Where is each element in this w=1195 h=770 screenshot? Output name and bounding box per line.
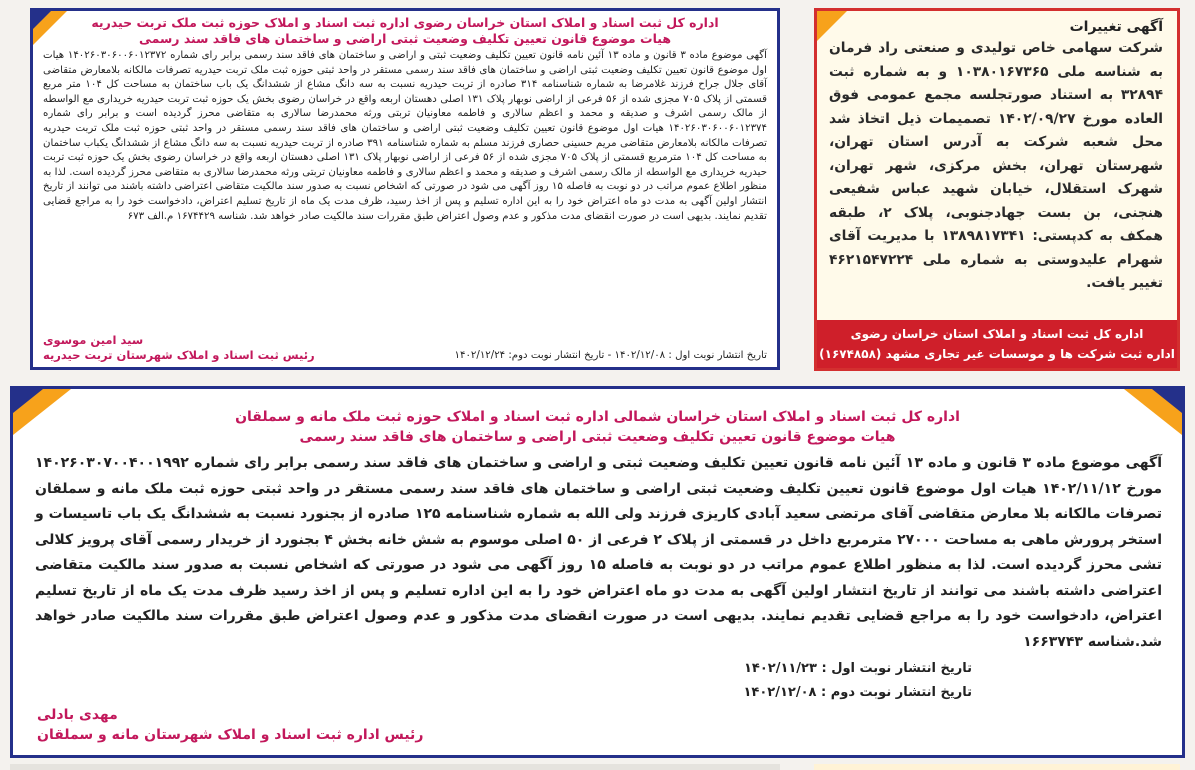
first-publication-date: تاریخ انتشار نوبت اول : ۱۴۰۲/۱۱/۲۳ (743, 661, 972, 676)
notice-body: شرکت سهامی خاص تولیدی و صنعتی راد فرمان به شناسه ملی ۱۰۳۸۰۱۶۷۳۶۵ و به شماره ثبت ۳۲۸۹۴ به استناد صورتجلسه مجمع عمومی فوق العاده مورخ ۱۴۰۲/۰۹/۲۷ تصمیمات ذیل اتخاذ شد محل شعبه شرکت به آدرس استان تهران، شهرستان تهران، بخش مرکزی، شهر تهران، شهرک استقلال، خیابان شهید عباس شفیعی هنجنی، بن بست جهادجنوبی، پلاک ۲، طبقه همکف به کدپستی: ۱۳۸۹۸۱۷۳۴۱ با مدیریت آقای شهرام علیدوستی به شماره ملی ۴۶۲۱۵۴۷۲۲۴ تغییر یافت. (829, 40, 1163, 291)
notice-title: اداره کل ثبت اسناد و املاک استان خراسان رضوی اداره ثبت اسناد و املاک حوزه ثبت ملک تربت حیدریه (91, 15, 719, 30)
notice-company-changes (814, 8, 1180, 371)
notice-subtitle: هیات موضوع قانون تعیین تکلیف وضعیت ثبتی اراضی و ساختمان های فاقد سند رسمی (138, 31, 672, 46)
notice-title: اداره کل ثبت اسناد و املاک استان خراسان شمالی اداره ثبت اسناد و املاک حوزه ثبت ملک مانه و سملقان (235, 409, 960, 425)
corner-ribbon-decoration (33, 11, 73, 51)
issuer-line-1: اداره کل ثبت اسناد و املاک استان خراسان رضوی (850, 327, 1144, 341)
notice-heading: آگهی تغییرات (1069, 19, 1163, 35)
signature-block (43, 333, 315, 363)
corner-ribbon-decoration (817, 11, 853, 47)
cropped-notice-edge (10, 764, 780, 770)
signature-block (37, 705, 423, 745)
corner-ribbon-decoration (1120, 389, 1182, 439)
signer-name: مهدی بادلی (37, 707, 118, 723)
second-publication-date: تاریخ انتشار نوبت دوم : ۱۴۰۲/۱۲/۰۸ (743, 685, 972, 700)
issuer-line-2: اداره ثبت شرکت ها و موسسات غیر تجاری مشهد (۱۶۷۴۸۵۸) (819, 347, 1175, 361)
cropped-notice-edge (814, 764, 1180, 770)
notice-torbat-heydarieh (30, 8, 780, 370)
publication-dates: تاریخ انتشار نوبت اول : ۱۴۰۲/۱۲/۰۸ - تاریخ انتشار نوبت دوم: ۱۴۰۲/۱۲/۲۴ (454, 350, 767, 361)
notice-body: آگهی موضوع ماده ۳ قانون و ماده ۱۳ آئین نامه قانون تعیین تکلیف وضعیت ثبتی و اراضی و ساختمان های فاقد سند رسمی برابر رای شماره ۱۴۰۲۶۰۳۰۷۰۰۴۰۰۱۹۹۲ مورخ ۱۴۰۲/۱۱/۱۲ هیات اول موضوع قانون تعیین تکلیف وضعیت ثبتی اراضی و ساختمان های فاقد سند رسمی مستقر در واحد ثبتی حوزه ثبت ملک مانه و سملقان تصرفات مالکانه بلا معارض متقاضی آقای مرتضی سعید آبادی کاریزی فرزند ولی الله به شماره شناسنامه ۱۲۵ صادره از بجنورد نسبت به ششدانگ یک باب تاسیسات و استخر پرورش ماهی به مساحت ۲۷۰۰۰ مترمربع داخل در قسمتی از پلاک ۲ فرعی از ۵۰ اصلی موسوم به شش خانه بخش ۴ بجنورد از خریدار رسمی آقای پرویز کلالی تشی محرز گردیده است. لذا به منظور اطلاع عموم مراتب در دو نوبت به فاصله ۱۵ روز آگهی می شود در صورتی که اشخاص نسبت به صدور سند مالکیت متقاضی اعتراضی داشته باشند می توانند از تاریخ انتشار اولین آگهی به مدت دو ماه اعتراض خود را به این اداره تسلیم و پس از اخذ رسید ظرف مدت یک ماه از تاریخ تسلیم اعتراض، دادخواست خود را به مراجع قضایی تقدیم نمایند. بدیهی است در صورت انقضای مدت مذکور و عدم وصول اعتراض طبق مقررات سند مالکیت صادر خواهد شد.شناسه ۱۶۶۳۷۴۳ (35, 455, 1163, 650)
publication-dates (13, 657, 972, 705)
signer-title: رئیس ثبت اسناد و املاک شهرستان تربت حیدریه (43, 348, 315, 362)
corner-ribbon-decoration (13, 389, 75, 439)
notice-maneh-samalqan (10, 386, 1185, 758)
notice-subtitle: هیات موضوع قانون تعیین تکلیف وضعیت ثبتی اراضی و ساختمان های فاقد سند رسمی (299, 429, 896, 445)
issuer-footer (817, 320, 1177, 368)
notice-body: آگهی موضوع ماده ۳ قانون و ماده ۱۳ آئین نامه قانون تعیین تکلیف وضعیت ثبتی و اراضی و ساختمان های فاقد سند رسمی برابر رای شماره ۱۴۰۲۶۰۳۰۶۰۰۶۰۱۲۳۷۲ هیات اول موضوع قانون تعیین تکلیف وضعیت ثبتی اراضی و ساختمان های فاقد سند رسمی مستقر در واحد ثبتی حوزه ثبت ملک تربت حیدریه تصرفات مالکانه بلامعارض متقاضی آقای جلال جراح فرزند غلامرضا به شماره شناسنامه ۳۱۴ صادره از تربت حیدریه نسبت به سه دانگ مشاع از ششدانگ یک باب ساختمان به مساحت کل ۱۰۴ متر مربع قسمتی از پلاک ۷۰۵ مجزی شده از ۵۶ فرعی از اراضی نوبهار پلاک ۱۳۱ اصلی دهستان اربعه واقع در خراسان رضوی بخش یک حوزه ثبت تربت حیدریه خریداری مع الواسطه از مالک رسمی اشرف و صدیقه و محمد و اعظم سالاری و فاطمه معاونیان تربتی ورثه محمدرضا سالاری به متقاضی محرز گردیده است و برابر رای شماره ۱۴۰۲۶۰۳۰۶۰۰۶۰۱۲۳۷۴ هیات اول موضوع قانون تعیین تکلیف وضعیت ثبتی اراضی و ساختمان های فاقد سند رسمی مستقر در واحد ثبتی حوزه ثبت ملک تربت حیدریه تصرفات مالکانه بلامعارض متقاضی مریم حسینی حصاری فرزند مسلم به شماره شناسنامه ۳۹۱ صادره از تربت حیدریه نسبت به سه دانگ مشاع از ششدانگ یکباب ساختمان به مساحت کل ۱۰۴ مترمربع قسمتی از پلاک ۷۰۵ مجزی شده از ۵۶ فرعی از اراضی نوبهار پلاک ۱۳۱ اصلی دهستان اربعه واقع در خراسان رضوی بخش یک حوزه ثبت تربت حیدریه خریداری مع الواسطه از مالک رسمی اشرف و صدیقه و محمد و اعظم سالاری و فاطمه معاونیان تربتی ورثه محمدرضا سالاری به متقاضی محرز گردیده است. لذا به منظور اطلاع عموم مراتب در دو نوبت به فاصله ۱۵ روز آگهی می شود در صورتی که اشخاص نسبت به صدور سند مالکیت متقاضی اعتراضی داشته باشند می توانند از تاریخ انتشار اولین آگهی به مدت دو ماه اعتراض خود را به این اداره تسلیم و پس از اخذ رسید، ظرف مدت یک ماه از تاریخ تسلیم اعتراض، دادخواست خود را به مراجع قضایی تقدیم نمایند. بدیهی است در صورت انقضای مدت مذکور و عدم وصول اعتراض طبق مقررات سند مالکیت صادر خواهد شد. شناسه ۱۶۷۴۴۲۹ م.الف ۶۷۳ (43, 50, 767, 222)
signer-name: سید امین موسوی (43, 333, 144, 347)
signer-title: رئیس اداره ثبت اسناد و املاک شهرستان مانه و سملقان (37, 727, 424, 743)
